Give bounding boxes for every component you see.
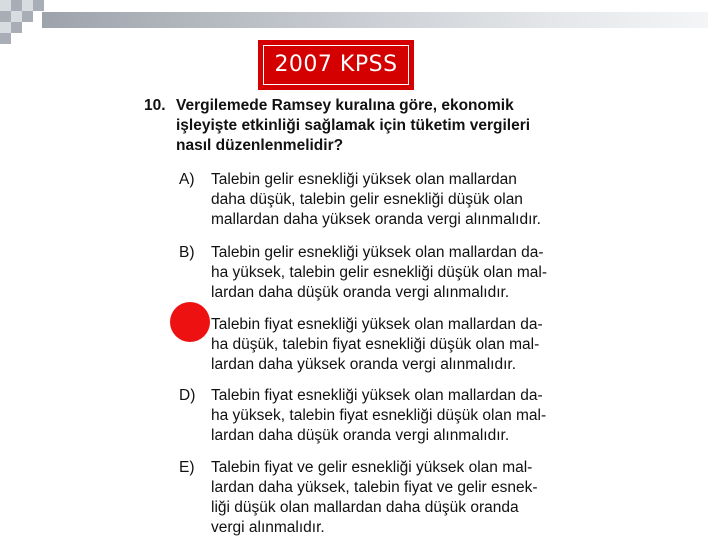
option-c: [179, 315, 599, 375]
slide-title: 2007 KPSS: [263, 45, 409, 85]
option-text: Talebin gelir esnekliği yüksek olan mallardan da- ha yüksek, talebin gelir esnekliği düşük olan mal- lardan daha düşük oranda vergi alınmalıdır.: [211, 244, 548, 301]
question-number: 10.: [144, 97, 166, 114]
option-letter: E): [179, 459, 195, 476]
option-a: [179, 170, 599, 230]
option-text: Talebin fiyat esnekliği yüksek olan mallardan da- ha yüksek, talebin fiyat esnekliği düşük olan mal- lardan daha düşük oranda vergi alınmalıdır.: [211, 387, 547, 444]
option-text: Talebin gelir esnekliği yüksek olan mallardan daha düşük, talebin gelir esnekliği düşük olan mallardan daha yüksek oranda vergi alınmalıdır.: [211, 171, 541, 228]
title-box: [258, 40, 414, 90]
question-text: Vergilemede Ramsey kuralına göre, ekonomik işleyişte etkinliği sağlamak için tüketim vergileri nasıl düzenlenmelidir?: [176, 97, 531, 154]
option-d: [179, 386, 599, 446]
decorative-header-bar: [42, 12, 708, 28]
option-text: Talebin fiyat esnekliği yüksek olan mallardan da- ha düşük, talebin fiyat esnekliği düşük olan mal- lardan daha yüksek oranda vergi alınmalıdır.: [211, 316, 543, 373]
option-b: [179, 243, 599, 303]
option-e: [179, 458, 599, 538]
option-text: Talebin fiyat ve gelir esnekliği yüksek olan mal- lardan daha yüksek, talebin fiyat ve gelir esnek- liği düşük olan mallardan daha düşük oranda vergi alınmalıdır.: [211, 459, 538, 536]
question-stem: [144, 96, 584, 156]
option-letter: A): [179, 171, 195, 188]
option-letter: D): [179, 387, 196, 404]
option-letter: B): [179, 244, 195, 261]
